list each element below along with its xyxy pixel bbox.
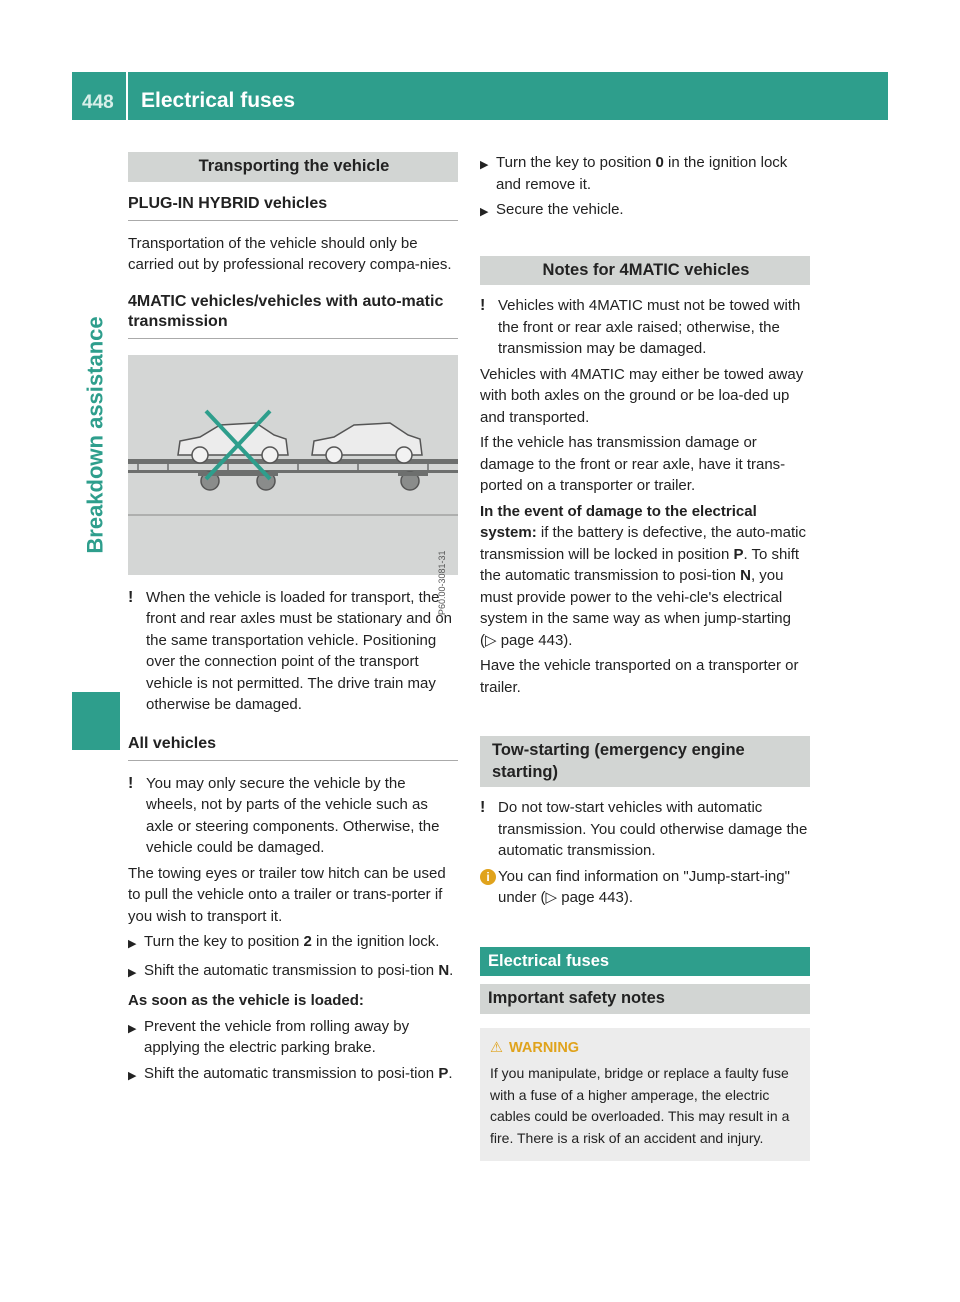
ref-arrow-icon: ▷	[485, 631, 497, 649]
notice-mark: !	[480, 799, 486, 816]
step-text: .	[449, 961, 454, 979]
notice-towing-text: Vehicles with 4MATIC must not be towed with the front or rear axle raised; otherwise, the transmission may be damaged.	[498, 297, 801, 357]
safety-notes-heading: Important safety notes	[480, 984, 810, 1014]
info-text: You can find information on "Jump-start-ing" under (	[498, 867, 790, 906]
ref-arrow-icon: ▷	[545, 889, 558, 906]
section-title: Electrical fuses	[141, 89, 296, 112]
step-text: Turn the key to position	[496, 154, 656, 171]
step-parking-brake	[128, 1016, 458, 1059]
para-damage: If the vehicle has transmission damage or damage to the front or rear axle, have it trans-ported on a transporter or trailer.	[480, 434, 786, 494]
warning-box	[480, 1028, 810, 1162]
key-position-value: 0	[655, 154, 664, 171]
plugin-heading: PLUG-IN HYBRID vehicles	[128, 194, 458, 221]
transport-heading: Transporting the vehicle	[128, 152, 458, 182]
gear-value: P	[438, 1064, 449, 1082]
para-text: if the battery is defective, the auto-matic transmission will be locked in position	[480, 524, 806, 563]
warning-icon: ⚠	[490, 1039, 503, 1056]
step-text: Shift the automatic transmission to posi-tion	[144, 1064, 439, 1082]
arrow-icon: ▶	[128, 938, 137, 950]
para-bold-lead: In the event of damage to the electrical system:	[480, 502, 757, 541]
notes-4matic-heading: Notes for 4MATIC vehicles	[480, 256, 810, 286]
matic-heading: 4MATIC vehicles/vehicles with auto-matic transmission	[128, 292, 458, 339]
step-shift-p	[128, 1063, 458, 1088]
right-column	[480, 152, 810, 1161]
step-text: Secure the vehicle.	[496, 201, 624, 218]
page-header	[72, 72, 888, 120]
step-key-position	[128, 931, 458, 956]
step-secure	[480, 199, 810, 224]
step-shift-n	[128, 960, 458, 985]
para-electrical	[480, 501, 810, 652]
step-text: Prevent the vehicle from rolling away by applying the electric parking brake.	[144, 1017, 410, 1056]
warning-text: If you manipulate, bridge or replace a faulty fuse with a fuse of a higher amperage, the electric cables could be overloaded. This may result in a fire. There is a risk of an accident and injury.	[490, 1065, 790, 1146]
step-text: in the ignition lock and remove it.	[496, 154, 788, 193]
step-text: Shift the automatic transmission to posi-tion	[144, 961, 439, 979]
info-jump-start	[480, 866, 810, 909]
notice-axles-text: When the vehicle is loaded for transport, the front and rear axles must be stationary and on the same transportation vehicle. Positioning over the connection point of the transport vehicle is not permitted. The drive train may otherwise be damaged.	[146, 588, 453, 713]
notice-mark: !	[480, 297, 486, 314]
side-tab-block	[72, 692, 120, 750]
notice-axles	[128, 587, 458, 716]
notice-tow-start	[480, 797, 810, 862]
warning-title	[490, 1038, 798, 1060]
notice-secure	[128, 773, 458, 859]
info-text: ).	[623, 889, 633, 906]
side-tab-label: Breakdown assistance	[83, 316, 109, 554]
para-text: . To shift the automatic transmission to posi-tion	[480, 545, 800, 584]
transport-illustration	[128, 355, 458, 575]
gear-value: N	[438, 961, 450, 979]
notice-mark: !	[128, 588, 134, 606]
step-text: Turn the key to position	[144, 933, 304, 950]
info-icon: i	[480, 869, 496, 885]
para-transporter: Have the vehicle transported on a transporter or trailer.	[480, 657, 799, 696]
arrow-icon: ▶	[480, 159, 489, 171]
page-reference[interactable]: page 443	[500, 631, 564, 649]
notice-tow-start-text: Do not tow-start vehicles with automatic transmission. You could otherwise damage the automatic transmission.	[498, 799, 808, 859]
key-position-value: 2	[303, 933, 312, 950]
notice-secure-text: You may only secure the vehicle by the wheels, not by parts of the vehicle such as axle or steering components. Otherwise, the vehicle could be damaged.	[146, 774, 440, 856]
transport-figure	[128, 355, 458, 616]
notice-mark: !	[128, 774, 134, 792]
page-reference[interactable]: page 443	[561, 889, 624, 906]
gear-value: N	[740, 567, 751, 584]
step-key-zero	[480, 152, 810, 195]
towing-text: The towing eyes or trailer tow hitch can be used to pull the vehicle onto a trailer or trans-porter if you wish to transport it.	[128, 864, 446, 925]
arrow-icon: ▶	[128, 1069, 137, 1082]
para-towed-away: Vehicles with 4MATIC may either be towed away with both axles on the ground or be loa-ded up and transported.	[480, 365, 804, 426]
step-text: .	[448, 1064, 453, 1082]
side-tab	[72, 120, 120, 750]
arrow-icon: ▶	[128, 1022, 137, 1035]
notice-towing	[480, 295, 810, 360]
arrow-icon: ▶	[128, 966, 137, 979]
left-column	[128, 152, 458, 1087]
arrow-icon: ▶	[480, 206, 489, 218]
para-text: ).	[563, 631, 573, 649]
figure-code: P60.00-3081-31	[437, 550, 448, 616]
page-number: 448	[82, 92, 114, 113]
tow-starting-heading: Tow-starting (emergency engine starting)	[480, 736, 810, 787]
para-text: , you must provide power to the vehi-cle's electrical system in the same way as when jump-starting (	[480, 567, 791, 649]
step-text: in the ignition lock.	[311, 933, 440, 950]
header-divider	[126, 72, 128, 120]
warning-label: WARNING	[509, 1039, 580, 1056]
all-vehicles-heading: All vehicles	[128, 734, 458, 761]
plugin-text: Transportation of the vehicle should only be carried out by professional recovery compa-nies.	[128, 234, 452, 273]
gear-value: P	[733, 545, 744, 563]
loaded-heading: As soon as the vehicle is loaded:	[128, 992, 364, 1009]
electrical-fuses-heading: Electrical fuses	[480, 947, 810, 977]
